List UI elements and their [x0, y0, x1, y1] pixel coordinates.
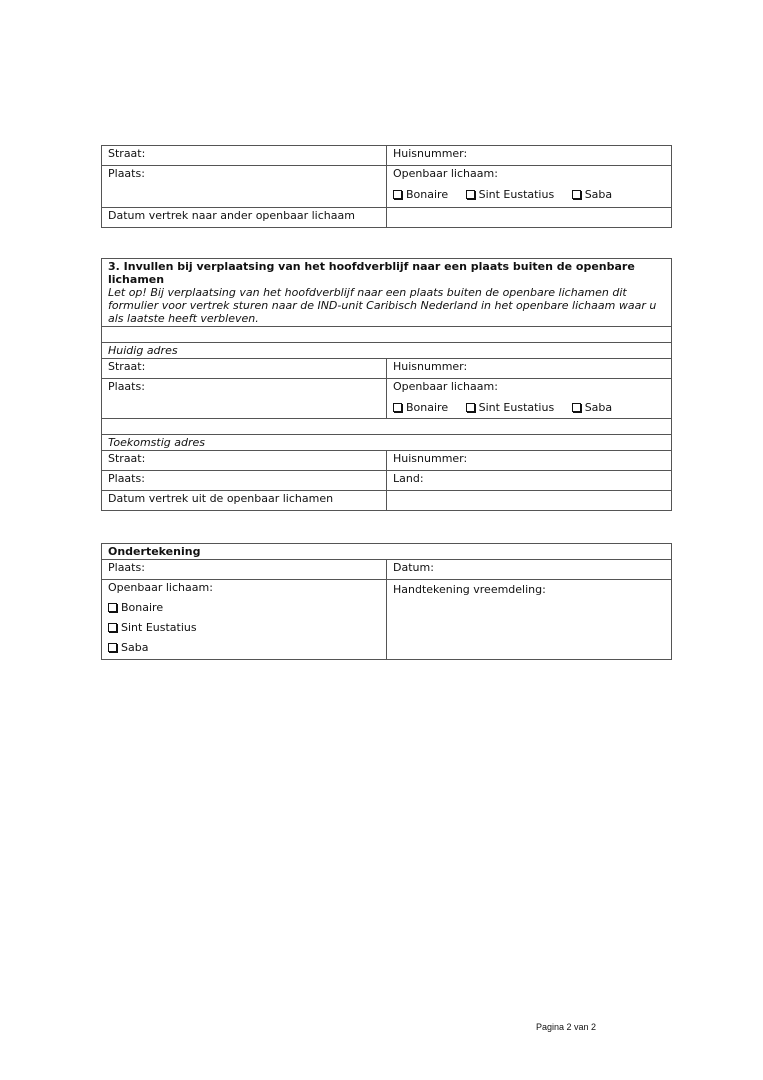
street-field[interactable] [102, 146, 387, 166]
future-address-label: Toekomstig adres [108, 436, 205, 449]
place-label: Plaats: [108, 472, 145, 485]
public-body-label: Openbaar lichaam: [108, 581, 213, 594]
checkbox-saba[interactable] [572, 188, 612, 201]
checkbox-icon [108, 623, 117, 632]
country-field[interactable] [387, 471, 672, 491]
signature-title: Ondertekening [108, 545, 201, 558]
option-label: Bonaire [406, 188, 449, 201]
address-table-top [101, 145, 672, 228]
checkbox-saba[interactable] [572, 401, 612, 414]
checkbox-sint-eustatius[interactable] [108, 621, 380, 634]
page-number: Pagina 2 van 2 [536, 1022, 597, 1032]
checkbox-icon [393, 190, 402, 199]
current-street-field[interactable] [102, 359, 387, 379]
section3-title: 3. Invullen bij verplaatsing van het hoofdverblijf naar een plaats buiten de openbare lichamen [108, 260, 635, 286]
street-label: Straat: [108, 147, 146, 160]
option-label: Bonaire [406, 401, 449, 414]
section3-table [101, 258, 672, 511]
signature-header [102, 544, 672, 560]
checkbox-icon [108, 603, 117, 612]
future-place-field[interactable] [102, 471, 387, 491]
public-body-label: Openbaar lichaam: [393, 380, 498, 393]
option-label: Saba [584, 401, 613, 414]
section3-note: Let op! Bij verplaatsing van het hoofdverblijf naar een plaats buiten de openbare lichamen dit formulier voor vertrek sturen naar de IND-unit Caribisch Nederland in het openbare lichaam waar u als laatste heeft verbleven. [108, 286, 657, 325]
departure-label: Datum vertrek naar ander openbaar lichaam [108, 209, 355, 222]
checkbox-icon [466, 190, 475, 199]
checkbox-saba[interactable] [108, 641, 380, 654]
signature-place-field[interactable] [102, 560, 387, 580]
current-address-label: Huidig adres [108, 344, 178, 357]
section3-header [102, 259, 672, 327]
current-address-heading [102, 343, 672, 359]
place-label: Plaats: [108, 561, 145, 574]
street-label: Straat: [108, 452, 146, 465]
date-label: Datum: [393, 561, 434, 574]
house-number-field[interactable] [387, 146, 672, 166]
house-number-label: Huisnummer: [393, 452, 468, 465]
option-label: Sint Eustatius [121, 621, 197, 634]
option-label: Sint Eustatius [478, 401, 555, 414]
future-street-field[interactable] [102, 451, 387, 471]
spacer-row [102, 327, 672, 343]
checkbox-sint-eustatius[interactable] [466, 401, 555, 414]
signature-table [101, 543, 672, 660]
public-body-field [387, 166, 672, 208]
checkbox-icon [393, 403, 402, 412]
house-number-label: Huisnummer: [393, 360, 468, 373]
place-label: Plaats: [108, 380, 145, 393]
option-label: Bonaire [121, 601, 164, 614]
departure-label-cell [102, 491, 387, 511]
future-house-number-field[interactable] [387, 451, 672, 471]
place-label: Plaats: [108, 167, 145, 180]
signature-field[interactable] [387, 580, 672, 660]
public-body-label: Openbaar lichaam: [393, 167, 498, 180]
checkbox-bonaire[interactable] [393, 188, 448, 201]
checkbox-icon [466, 403, 475, 412]
current-house-number-field[interactable] [387, 359, 672, 379]
option-label: Saba [584, 188, 613, 201]
checkbox-bonaire[interactable] [108, 601, 380, 614]
street-label: Straat: [108, 360, 146, 373]
place-field[interactable] [102, 166, 387, 208]
departure-date-field[interactable] [387, 208, 672, 228]
checkbox-sint-eustatius[interactable] [466, 188, 555, 201]
current-place-field[interactable] [102, 379, 387, 419]
departure-label: Datum vertrek uit de openbaar lichamen [108, 492, 334, 505]
signature-label: Handtekening vreemdeling: [393, 583, 546, 596]
spacer-row [102, 419, 672, 435]
departure-label-cell [102, 208, 387, 228]
future-address-heading [102, 435, 672, 451]
signature-date-field[interactable] [387, 560, 672, 580]
checkbox-icon [572, 403, 581, 412]
signature-public-body-field [102, 580, 387, 660]
checkbox-bonaire[interactable] [393, 401, 448, 414]
house-number-label: Huisnummer: [393, 147, 468, 160]
option-label: Sint Eustatius [478, 188, 555, 201]
country-label: Land: [393, 472, 424, 485]
checkbox-icon [108, 643, 117, 652]
option-label: Saba [121, 641, 149, 654]
current-public-body-field [387, 379, 672, 419]
checkbox-icon [572, 190, 581, 199]
departure-date-field[interactable] [387, 491, 672, 511]
